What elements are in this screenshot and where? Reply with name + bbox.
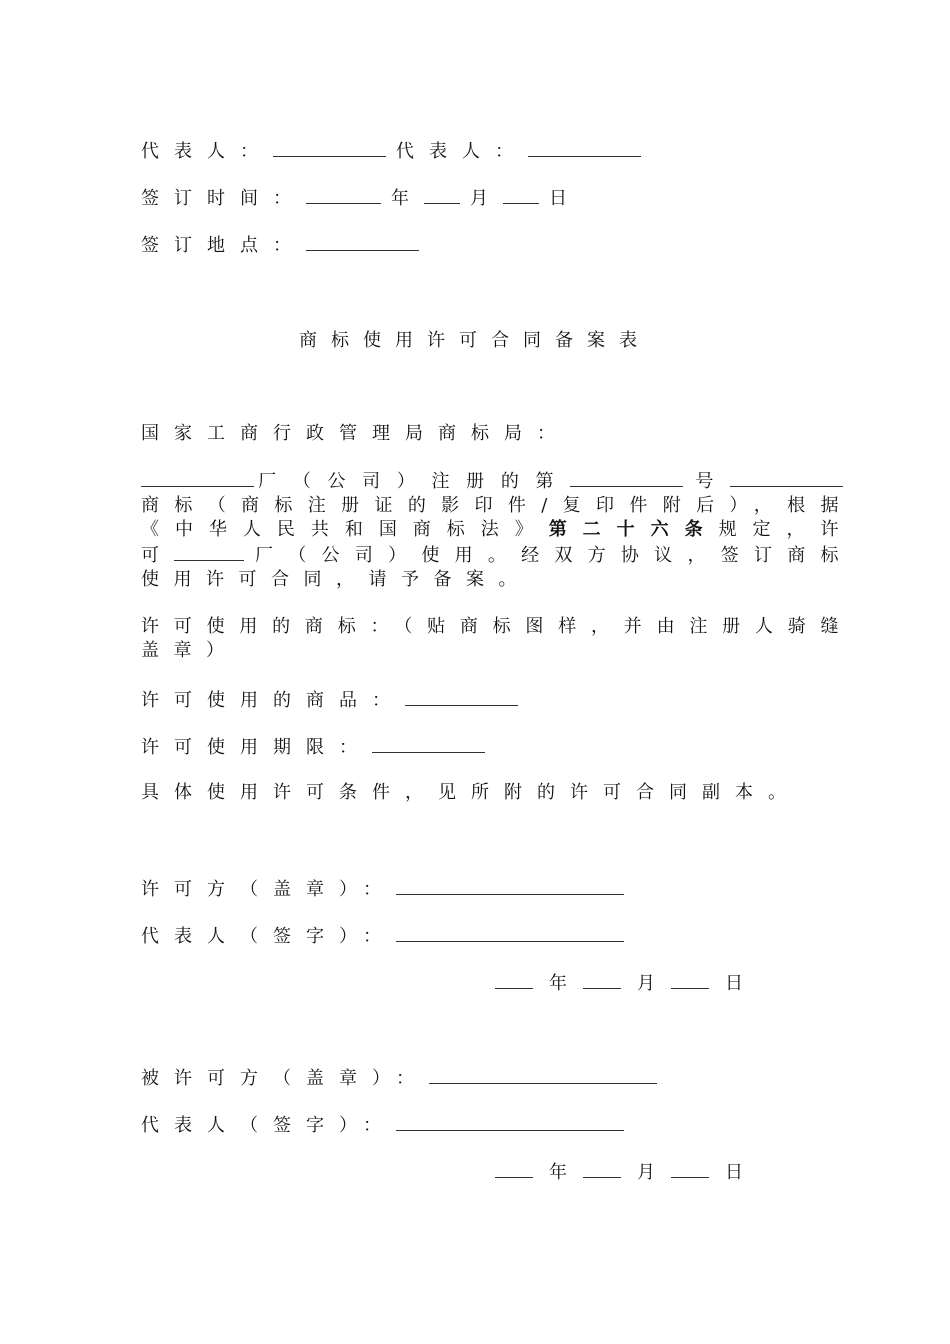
- licensee-seal-label: 被许可方（盖章）：: [141, 1068, 429, 1089]
- licensee-seal-blank[interactable]: [429, 1065, 657, 1084]
- salutation: 国家工商行政管理局商标局：: [141, 423, 570, 444]
- sign-day-blank[interactable]: [503, 185, 539, 204]
- factory-text: 厂（公司）注册的第: [256, 471, 571, 492]
- licensee-factory-blank[interactable]: [174, 542, 244, 561]
- period-label: 许可使用期限：: [141, 737, 372, 758]
- representatives-line: [141, 138, 651, 164]
- sign-year-blank[interactable]: [306, 185, 381, 204]
- licensor-factory-blank[interactable]: [141, 468, 254, 487]
- licensee-date: [495, 1159, 747, 1185]
- sign-time-label: 签订时间：: [141, 188, 306, 209]
- license-period-line: [141, 734, 495, 760]
- registration-no-blank[interactable]: [570, 468, 683, 487]
- sign-day-unit: 日: [549, 188, 582, 209]
- number-text: 号: [693, 471, 731, 492]
- sign-place-label: 签订地点：: [141, 235, 306, 256]
- licensor-rep-blank[interactable]: [396, 923, 624, 942]
- sign-time-line: [141, 185, 582, 211]
- licensee-seal-line: [141, 1065, 667, 1091]
- trademark-text: 商标（商标注册证的影印件/复印件附后），根据《中华人民共和国商标法》: [141, 495, 853, 540]
- licensee-year-blank[interactable]: [495, 1159, 533, 1178]
- licensor-year-unit: 年: [549, 973, 567, 994]
- licensor-month-blank[interactable]: [583, 970, 621, 989]
- licensee-rep-line: [141, 1112, 634, 1138]
- licensor-rep-label: 代表人（签字）：: [141, 926, 396, 947]
- goods-blank[interactable]: [405, 687, 518, 706]
- licensor-day-unit: 日: [725, 973, 743, 994]
- rep-b-label: 代表人：: [396, 141, 528, 162]
- licensee-month-unit: 月: [637, 1162, 655, 1183]
- article-reference: 第二十六条: [548, 519, 719, 540]
- rep-b-blank[interactable]: [528, 138, 641, 157]
- licensor-seal-line: [141, 876, 634, 902]
- licensee-year-unit: 年: [549, 1162, 567, 1183]
- sign-place-blank[interactable]: [306, 232, 419, 251]
- goods-label: 许可使用的商品：: [141, 690, 405, 711]
- licensee-rep-label: 代表人（签字）：: [141, 1115, 396, 1136]
- licensed-trademark-paragraph: 许可使用的商标：（贴商标图样，并由注册人骑缝盖章）: [141, 616, 853, 661]
- rep-a-blank[interactable]: [273, 138, 386, 157]
- licensed-goods-line: [141, 687, 528, 713]
- licensee-day-blank[interactable]: [671, 1159, 709, 1178]
- rep-a-label: 代表人：: [141, 141, 273, 162]
- form-title: 商标使用许可合同备案表: [299, 330, 651, 351]
- licensor-month-unit: 月: [637, 973, 655, 994]
- licensor-seal-label: 许可方（盖章）：: [141, 879, 396, 900]
- licensor-seal-blank[interactable]: [396, 876, 624, 895]
- rule-text: 规定，许可: [141, 519, 854, 566]
- sign-month-unit: 月: [470, 188, 503, 209]
- conditions-line: 具体使用许可条件，见所附的许可合同副本。: [141, 782, 801, 803]
- licensor-date: [495, 970, 747, 996]
- sign-year-unit: 年: [391, 188, 424, 209]
- body-paragraph: [141, 468, 853, 592]
- period-blank[interactable]: [372, 734, 485, 753]
- licensee-rep-blank[interactable]: [396, 1112, 624, 1131]
- trademark-name-blank[interactable]: [730, 468, 843, 487]
- licensor-year-blank[interactable]: [495, 970, 533, 989]
- licensee-day-unit: 日: [725, 1162, 743, 1183]
- licensee-month-blank[interactable]: [583, 1159, 621, 1178]
- licensor-day-blank[interactable]: [671, 970, 709, 989]
- licensor-rep-line: [141, 923, 634, 949]
- sign-place-line: [141, 232, 429, 258]
- use-text: 厂（公司）使用。经双方协议，签订商标使用许可合同，请予备案。: [141, 545, 854, 590]
- sign-month-blank[interactable]: [424, 185, 460, 204]
